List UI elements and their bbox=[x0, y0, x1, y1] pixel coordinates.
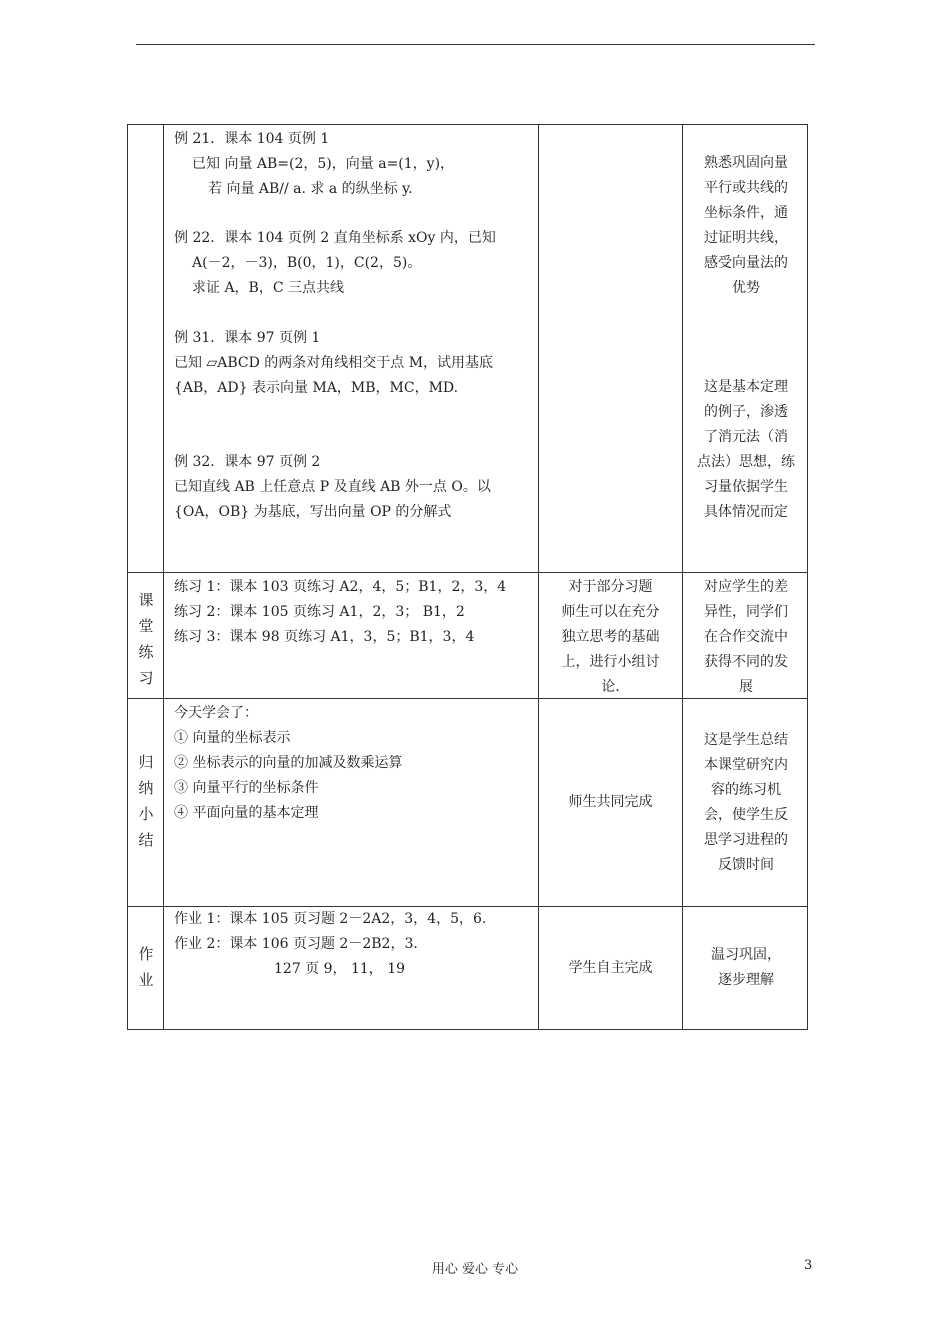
summary-item: ④ 平面向量的基本定理 bbox=[174, 805, 319, 821]
summary-item: ③ 向量平行的坐标条件 bbox=[174, 780, 319, 796]
intent-line: 在合作交流中 bbox=[704, 629, 788, 645]
intent-line: 思学习进程的 bbox=[704, 832, 788, 848]
practice-intent bbox=[683, 575, 809, 700]
col-divider-1 bbox=[163, 125, 164, 1029]
note-line: 感受向量法的 bbox=[704, 255, 788, 271]
example-21-question: 若 向量 AB// a. 求 a 的纵坐标 y. bbox=[208, 181, 413, 197]
label-char: 小 bbox=[138, 805, 154, 823]
summary-content bbox=[174, 701, 402, 826]
example-32-task: {OA，OB} 为基底，写出向量 OP 的分解式 bbox=[174, 504, 452, 520]
example-31-given: 已知 ▱ABCD 的两条对角线相交于点 M，试用基底 bbox=[174, 355, 494, 371]
intent-line: 展 bbox=[739, 679, 753, 695]
intent-line: 反馈时间 bbox=[718, 857, 774, 873]
note-line: 优势 bbox=[732, 280, 760, 296]
method-line: 论. bbox=[601, 679, 620, 695]
example-31-task: {AB，AD} 表示向量 MA，MB，MC，MD. bbox=[174, 380, 459, 396]
label-char: 课 bbox=[138, 591, 154, 609]
example-21-given: 已知 向量 AB=(2，5)，向量 a=(1，y)， bbox=[192, 156, 455, 172]
note-collinear bbox=[683, 151, 809, 301]
label-char: 纳 bbox=[138, 779, 154, 797]
summary-item: 今天学会了： bbox=[174, 705, 258, 721]
summary-item: ② 坐标表示的向量的加减及数乘运算 bbox=[174, 755, 403, 771]
example-32-given: 已知直线 AB 上任意点 P 及直线 AB 外一点 O。以 bbox=[174, 479, 491, 495]
summary-label bbox=[133, 749, 159, 853]
note-basic-theorem bbox=[683, 375, 809, 525]
practice-method bbox=[539, 575, 682, 700]
homework-label bbox=[133, 941, 159, 993]
intent-line: 逐步理解 bbox=[718, 972, 774, 988]
intent-line: 获得不同的发 bbox=[704, 654, 788, 670]
example-31 bbox=[174, 326, 493, 401]
practice-label bbox=[133, 587, 159, 691]
label-char: 习 bbox=[138, 669, 154, 687]
intent-line: 本课堂研究内 bbox=[704, 757, 788, 773]
label-char: 业 bbox=[138, 971, 154, 989]
label-char: 堂 bbox=[138, 617, 154, 635]
note-line: 平行或共线的 bbox=[704, 180, 788, 196]
example-32 bbox=[174, 450, 491, 525]
label-char: 归 bbox=[138, 753, 154, 771]
label-char: 结 bbox=[138, 831, 154, 849]
homework-content bbox=[174, 907, 486, 982]
intent-line: 对应学生的差 bbox=[704, 579, 788, 595]
row-divider-1 bbox=[128, 572, 807, 573]
method-line: 师生共同完成 bbox=[568, 794, 653, 810]
method-line: 独立思考的基础 bbox=[561, 629, 660, 645]
note-line: 具体情况而定 bbox=[704, 504, 788, 520]
header-rule bbox=[136, 44, 815, 45]
homework-item: 作业 2：课本 106 页习题 2－2B2，3. bbox=[174, 936, 418, 952]
method-line: 上，进行小组讨 bbox=[561, 654, 660, 670]
lesson-table bbox=[127, 124, 808, 1030]
intent-line: 会，使学生反 bbox=[704, 807, 788, 823]
note-line: 坐标条件，通 bbox=[704, 205, 788, 221]
practice-item: 练习 1：课本 103 页练习 A2，4，5；B1，2，3，4 bbox=[174, 579, 507, 595]
example-22 bbox=[174, 226, 496, 301]
method-line: 师生可以在充分 bbox=[561, 604, 660, 620]
intent-line: 异性，同学们 bbox=[704, 604, 788, 620]
page-footer: 用心 爱心 专心 bbox=[431, 1262, 519, 1277]
homework-item: 127 页 9， 11， 19 bbox=[274, 961, 406, 977]
example-22-points: A(－2，－3)，B(0，1)，C(2，5)。 bbox=[192, 255, 422, 271]
note-line: 的例子，渗透 bbox=[704, 404, 788, 420]
example-21-title: 例 21．课本 104 页例 1 bbox=[174, 131, 330, 147]
label-char: 作 bbox=[138, 945, 154, 963]
practice-item: 练习 3：课本 98 页练习 A1，3，5；B1，3，4 bbox=[174, 629, 475, 645]
practice-item: 练习 2：课本 105 页练习 A1，2，3； B1，2 bbox=[174, 604, 465, 620]
note-line: 了消元法（消 bbox=[704, 429, 788, 445]
example-22-proof: 求证 A，B，C 三点共线 bbox=[192, 280, 345, 296]
example-32-title: 例 32．课本 97 页例 2 bbox=[174, 454, 321, 470]
example-22-title: 例 22．课本 104 页例 2 直角坐标系 xOy 内，已知 bbox=[174, 230, 496, 246]
note-line: 熟悉巩固向量 bbox=[704, 155, 788, 171]
homework-intent bbox=[683, 943, 809, 993]
note-line: 这是基本定理 bbox=[704, 379, 788, 395]
note-line: 过证明共线， bbox=[704, 230, 788, 246]
intent-line: 温习巩固， bbox=[711, 947, 781, 963]
example-31-title: 例 31．课本 97 页例 1 bbox=[174, 330, 321, 346]
method-line: 学生自主完成 bbox=[568, 960, 653, 976]
method-line: 对于部分习题 bbox=[568, 579, 653, 595]
note-line: 点法）思想，练 bbox=[697, 454, 795, 470]
summary-method bbox=[539, 790, 682, 815]
homework-item: 作业 1：课本 105 页习题 2－2A2，3，4，5，6. bbox=[174, 911, 487, 927]
summary-item: ① 向量的坐标表示 bbox=[174, 730, 291, 746]
example-21 bbox=[174, 127, 454, 202]
homework-method bbox=[539, 956, 682, 981]
summary-intent bbox=[683, 728, 809, 878]
note-line: 习量依据学生 bbox=[704, 479, 788, 495]
practice-content bbox=[174, 575, 506, 650]
intent-line: 这是学生总结 bbox=[704, 732, 788, 748]
label-char: 练 bbox=[138, 643, 154, 661]
intent-line: 容的练习机 bbox=[711, 782, 781, 798]
page-number: 3 bbox=[804, 1258, 813, 1273]
